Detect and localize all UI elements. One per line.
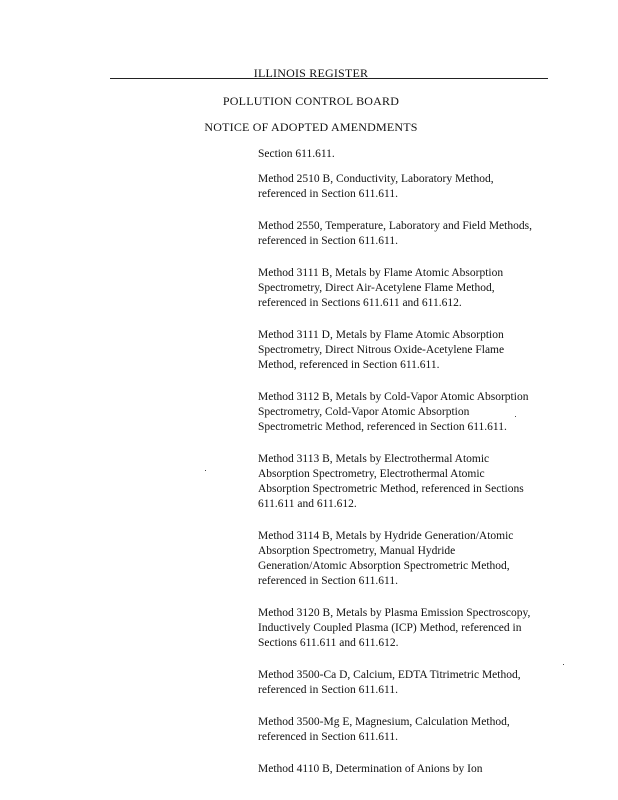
paragraph: Method 2510 B, Conductivity, Laboratory Method, referenced in Section 611.611. — [258, 173, 494, 200]
paragraph: Method 3114 B, Metals by Hydride Generation/Atomic Absorption Spectrometry, Manual Hydride Generation/Atomic Absorption Spectrometric Method, referenced in Section 611.611. — [258, 530, 514, 587]
scan-speck — [563, 664, 564, 665]
paragraph: Method 3500-Mg E, Magnesium, Calculation Method, referenced in Section 611.611. — [258, 716, 510, 743]
paragraph: Section 611.611. — [258, 148, 335, 160]
scan-speck — [515, 416, 516, 417]
header-rule — [110, 78, 548, 79]
paragraph: Method 3500-Ca D, Calcium, EDTA Titrimetric Method, referenced in Section 611.611. — [258, 669, 521, 696]
paragraph: Method 3120 B, Metals by Plasma Emission Spectroscopy, Inductively Coupled Plasma (ICP) Method, referenced in Sections 611.611 and 611.612. — [258, 607, 531, 649]
scan-speck — [205, 470, 206, 471]
paragraph: Method 2550, Temperature, Laboratory and Field Methods, referenced in Section 611.611. — [258, 220, 532, 247]
paragraph: Method 3112 B, Metals by Cold-Vapor Atomic Absorption Spectrometry, Cold-Vapor Atomic Absorption Spectrometric Method, referenced in Section 611.611. — [258, 391, 529, 433]
board-title: POLLUTION CONTROL BOARD — [222, 94, 400, 108]
document-body — [258, 147, 558, 794]
paragraph: Method 3111 B, Metals by Flame Atomic Absorption Spectrometry, Direct Air-Acetylene Flame Method, referenced in Sections 611.611 and 611.612. — [258, 267, 504, 309]
paragraph: Method 3111 D, Metals by Flame Atomic Absorption Spectrometry, Direct Nitrous Oxide-Acetylene Flame Method, referenced in Section 611.611. — [258, 329, 505, 371]
paragraph: Method 4110 B, Determination of Anions by Ion — [258, 763, 483, 775]
notice-title: NOTICE OF ADOPTED AMENDMENTS — [204, 120, 418, 134]
register-title: ILLINOIS REGISTER — [253, 66, 369, 80]
paragraph: Method 3113 B, Metals by Electrothermal Atomic Absorption Spectrometry, Electrothermal Atomic Absorption Spectrometric Method, referenced in Sections 611.611 and 611.612. — [258, 453, 524, 510]
